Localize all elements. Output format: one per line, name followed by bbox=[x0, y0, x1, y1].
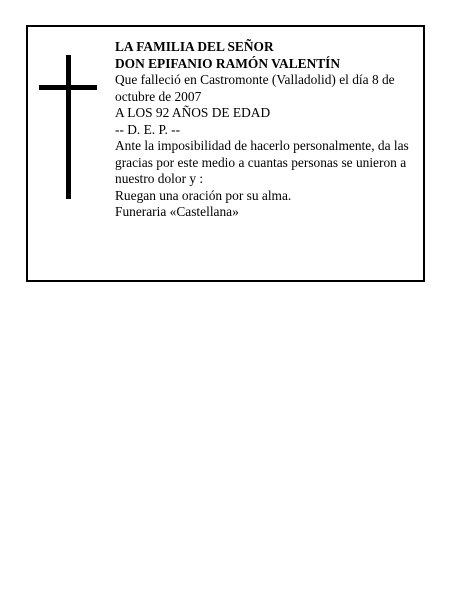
notice-text bbox=[115, 39, 417, 221]
death-info: Que falleció en Castromonte (Valladolid) el día 8 de octubre de 2007 bbox=[115, 72, 395, 104]
prayer-line: Ruegan una oración por su alma. bbox=[115, 187, 292, 203]
age-line: A LOS 92 AÑOS DE EDAD bbox=[115, 105, 271, 120]
cross-vertical-bar bbox=[66, 55, 71, 199]
rip-line: -- D. E. P. -- bbox=[115, 121, 181, 137]
obituary-notice bbox=[26, 25, 425, 282]
funeral-home: Funeraria «Castellana» bbox=[115, 204, 239, 219]
thanks-paragraph: Ante la imposibilidad de hacerlo personalmente, da las gracias por este medio a cuantas personas se unieron a nuestro dolor y : bbox=[115, 138, 409, 186]
cross-horizontal-bar bbox=[39, 85, 97, 90]
family-heading: LA FAMILIA DEL SEÑOR bbox=[115, 39, 274, 54]
deceased-name: DON EPIFANIO RAMÓN VALENTÍN bbox=[115, 55, 341, 71]
cross-icon bbox=[39, 55, 97, 199]
